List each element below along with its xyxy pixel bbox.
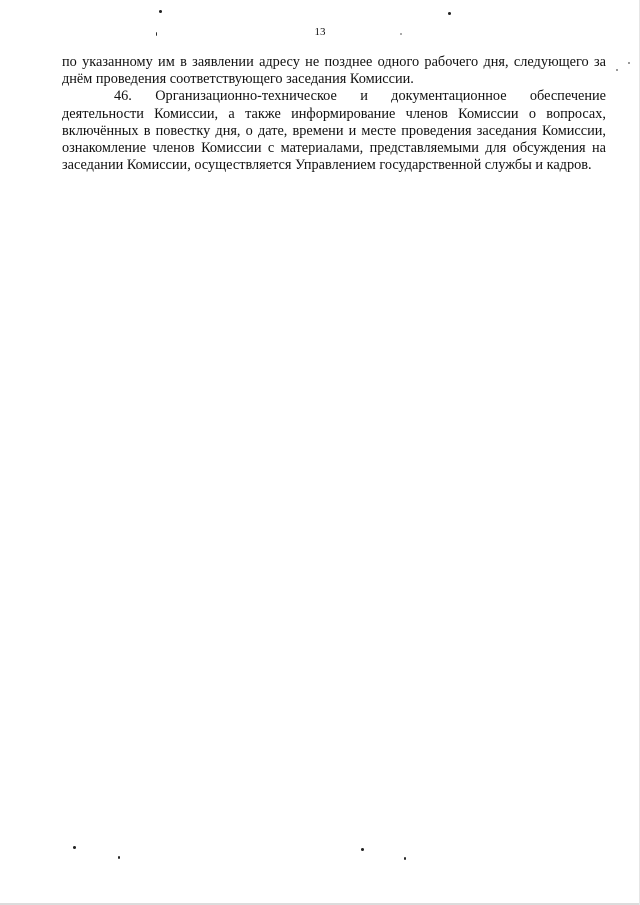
scan-speck (404, 857, 406, 860)
scan-speck (159, 10, 162, 13)
document-body (62, 54, 606, 174)
paragraph-46: 46. Организационно-техническое и документационное обеспечение деятельности Комиссии, а также информирование членов Комиссии о вопросах, включённых в повестку дня, о дате, времени и месте проведения заседания Комиссии, ознакомление членов Комиссии с материалами, представляемыми для обсуждения на заседании Комиссии, осуществляется Управлением государственной службы и кадров. (62, 88, 606, 174)
scan-speck (448, 12, 451, 15)
scan-speck (118, 856, 120, 859)
scan-speck (400, 33, 402, 35)
scan-speck (628, 62, 630, 64)
scan-speck (361, 848, 364, 851)
scan-speck (616, 69, 618, 71)
scan-speck (73, 846, 76, 849)
page-number: 13 (314, 26, 326, 38)
paragraph-continuation: по указанному им в заявлении адресу не позднее одного рабочего дня, следующего за днём проведения соответствующего заседания Комиссии. (62, 54, 606, 88)
scan-speck (156, 32, 157, 36)
